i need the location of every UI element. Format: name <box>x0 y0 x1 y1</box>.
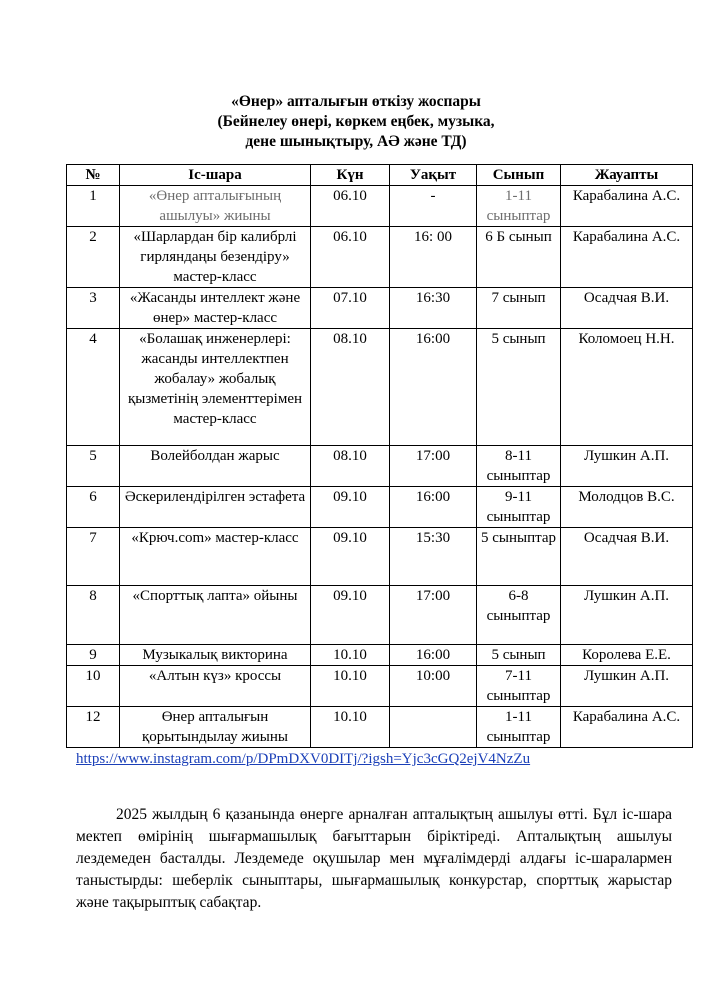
header-number: № <box>67 165 120 186</box>
cell-time: 16:00 <box>390 487 477 528</box>
table-row <box>67 528 693 586</box>
cell-number: 9 <box>67 645 120 666</box>
table-header-row <box>67 165 693 186</box>
table-row <box>67 446 693 487</box>
cell-time: 16:30 <box>390 288 477 329</box>
cell-date: 10.10 <box>311 707 390 748</box>
cell-event: Өнер апталығын қорытындылау жиыны <box>120 707 311 748</box>
cell-event: Волейболдан жарыс <box>120 446 311 487</box>
cell-grade: 5 сынып <box>477 645 561 666</box>
cell-responsible: Молодцов В.С. <box>561 487 693 528</box>
table-row <box>67 186 693 227</box>
cell-responsible: Карабалина А.С. <box>561 707 693 748</box>
table-row <box>67 586 693 645</box>
cell-number: 10 <box>67 666 120 707</box>
cell-number: 2 <box>67 227 120 288</box>
header-responsible: Жауапты <box>561 165 693 186</box>
cell-grade: 1-11 сыныптар <box>477 186 561 227</box>
cell-time: 15:30 <box>390 528 477 586</box>
cell-number: 12 <box>67 707 120 748</box>
body-paragraph: 2025 жылдың 6 қазанында өнерге арналған апталықтың ашылуы өтті. Бұл іс-шара мектеп өмірінің шығармашылық бағыттарын біріктіреді. Апталықтың ашылуы лездемеден басталды. Лездемеде оқушылар мен мұғалімдерді алдағы іс-шаралармен таныстырды: шеберлік сыныптары, шығармашылық конкурстар, спорттық жарыстар және тақырыптық сабақтар. <box>76 806 672 911</box>
cell-grade: 8-11 сыныптар <box>477 446 561 487</box>
cell-event: «Шарлардан бір калибрлі гирляндаңы безендіру» мастер-класс <box>120 227 311 288</box>
cell-grade: 7-11 сыныптар <box>477 666 561 707</box>
cell-event: Әскерилендірілген эстафета <box>120 487 311 528</box>
cell-event: «Жасанды интеллект және өнер» мастер-класс <box>120 288 311 329</box>
cell-grade: 5 сыныптар <box>477 528 561 586</box>
cell-number: 5 <box>67 446 120 487</box>
table-row <box>67 288 693 329</box>
cell-date: 09.10 <box>311 528 390 586</box>
cell-date: 06.10 <box>311 186 390 227</box>
cell-time: 17:00 <box>390 586 477 645</box>
instagram-link[interactable]: https://www.instagram.com/p/DPmDXV0DITj/?igsh=Yjc3cGQ2ejV4NzZu <box>76 751 531 767</box>
header-time: Уақыт <box>390 165 477 186</box>
table-row <box>67 227 693 288</box>
table-row <box>67 645 693 666</box>
events-table <box>66 164 693 748</box>
header-grade: Сынып <box>477 165 561 186</box>
cell-responsible: Осадчая В.И. <box>561 528 693 586</box>
cell-date: 09.10 <box>311 586 390 645</box>
cell-time: 16:00 <box>390 645 477 666</box>
cell-event: Музыкалық викторина <box>120 645 311 666</box>
cell-responsible: Лушкин А.П. <box>561 446 693 487</box>
cell-date: 08.10 <box>311 329 390 446</box>
cell-grade: 6-8 сыныптар <box>477 586 561 645</box>
cell-number: 6 <box>67 487 120 528</box>
title-line-1: «Өнер» апталығын өткізу жоспары <box>231 93 481 110</box>
cell-event: «Өнер апталығының ашылуы» жиыны <box>120 186 311 227</box>
cell-grade: 5 сынып <box>477 329 561 446</box>
cell-time: - <box>390 186 477 227</box>
cell-responsible: Карабалина А.С. <box>561 227 693 288</box>
cell-event: «Болашақ инженерлері: жасанды интеллектпен жобалау» жобалық қызметінің элементтерімен мастер-класс <box>120 329 311 446</box>
cell-responsible: Лушкин А.П. <box>561 586 693 645</box>
header-date: Күн <box>311 165 390 186</box>
table-row <box>67 329 693 446</box>
cell-time <box>390 707 477 748</box>
cell-event: «Крюч.com» мастер-класс <box>120 528 311 586</box>
cell-time: 17:00 <box>390 446 477 487</box>
cell-date: 07.10 <box>311 288 390 329</box>
title-line-3: дене шынықтыру, АӘ және ТД) <box>245 133 467 150</box>
cell-responsible: Королева Е.Е. <box>561 645 693 666</box>
document-title <box>0 92 712 152</box>
cell-date: 10.10 <box>311 666 390 707</box>
cell-number: 8 <box>67 586 120 645</box>
cell-responsible: Карабалина А.С. <box>561 186 693 227</box>
cell-responsible: Коломоец Н.Н. <box>561 329 693 446</box>
cell-date: 10.10 <box>311 645 390 666</box>
cell-time: 16:00 <box>390 329 477 446</box>
cell-grade: 7 сынып <box>477 288 561 329</box>
cell-grade: 1-11 сыныптар <box>477 707 561 748</box>
cell-number: 3 <box>67 288 120 329</box>
cell-grade: 9-11 сыныптар <box>477 487 561 528</box>
header-event: Іс-шара <box>120 165 311 186</box>
cell-number: 1 <box>67 186 120 227</box>
cell-responsible: Осадчая В.И. <box>561 288 693 329</box>
cell-event: «Алтын күз» кроссы <box>120 666 311 707</box>
cell-event: «Спорттық лапта» ойыны <box>120 586 311 645</box>
cell-date: 06.10 <box>311 227 390 288</box>
cell-number: 7 <box>67 528 120 586</box>
cell-date: 09.10 <box>311 487 390 528</box>
table-row <box>67 666 693 707</box>
cell-number: 4 <box>67 329 120 446</box>
table-row <box>67 707 693 748</box>
table-row <box>67 487 693 528</box>
cell-grade: 6 Б сынып <box>477 227 561 288</box>
cell-time: 16: 00 <box>390 227 477 288</box>
cell-responsible: Лушкин А.П. <box>561 666 693 707</box>
cell-time: 10:00 <box>390 666 477 707</box>
title-line-2: (Бейнелеу өнері, көркем еңбек, музыка, <box>217 113 495 130</box>
cell-date: 08.10 <box>311 446 390 487</box>
